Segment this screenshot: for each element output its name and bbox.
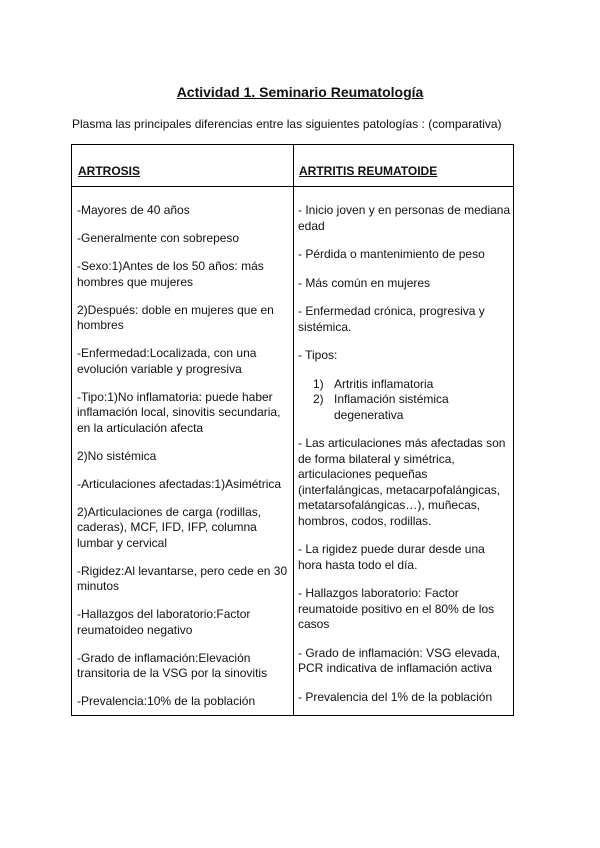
artrosis-item: -Mayores de 40 años [77, 203, 190, 217]
artritis-item: - Pérdida o mantenimiento de peso [298, 247, 485, 261]
artrosis-item: -Generalmente con sobrepeso [77, 231, 240, 245]
artritis-item: - Más común en mujeres [298, 275, 431, 290]
artritis-item: - Grado de inflamación: VSG elevada, PCR indicativa de inflamación activa [298, 645, 501, 675]
column-divider [293, 145, 294, 715]
artritis-column [298, 203, 511, 705]
header-artritis: ARTRITIS REUMATOIDE [299, 164, 438, 178]
artrosis-item: 2)No sistémica [77, 448, 157, 463]
artrosis-item: 2)Articulaciones de carga (rodillas, caderas), MCF, IFD, IFP, columna lumbar y cervical [77, 504, 262, 550]
artrosis-item: 2)Después: doble en mujeres que en hombres [77, 302, 274, 332]
artritis-item: - Inicio joven y en personas de mediana edad [298, 203, 511, 233]
artrosis-item: -Sexo:1)Antes de los 50 años: más hombres que mujeres [77, 259, 264, 289]
types-list [298, 377, 511, 424]
artrosis-item: -Grado de inflamación:Elevación transitoria de la VSG por la sinovitis [77, 650, 268, 680]
artrosis-column [77, 203, 289, 710]
artritis-item: - Las articulaciones más afectadas son de forma bilateral y simétrica, articulaciones pequeñas (interfalángicas, metacarpofalángicas, metatarsofalángicas…), muñecas, hombros, codos, rodillas. [298, 436, 506, 528]
artrosis-item: -Tipo:1)No inflamatoria: puede haber inflamación local, sinovitis secundaria, en la articulación afecta [77, 389, 281, 435]
artrosis-item: -Prevalencia:10% de la población [77, 694, 256, 708]
document-title: Actividad 1. Seminario Reumatología [176, 84, 424, 100]
artrosis-item: -Enfermedad:Localizada, con una evolución variable y progresiva [77, 346, 257, 376]
artritis-item: - La rigidez puede durar desde una hora hasta todo el día. [298, 542, 485, 572]
header-artrosis: ARTROSIS [78, 164, 141, 178]
types-list-item: 1) Artritis inflamatoria [313, 376, 434, 391]
types-list-item: 2) Inflamación sistémica degenerativa [313, 392, 449, 422]
artrosis-item: -Rigidez:Al levantarse, pero cede en 30 minutos [77, 563, 288, 593]
artrosis-item: -Articulaciones afectadas:1)Asimétrica [77, 476, 282, 491]
artritis-item: - Tipos: [298, 348, 338, 362]
intro-text: Plasma las principales diferencias entre las siguientes patologías : (comparativa) [72, 117, 502, 131]
artrosis-item: -Hallazgos del laboratorio:Factor reumatoideo negativo [77, 607, 251, 637]
artritis-item: - Prevalencia del 1% de la población [298, 689, 493, 704]
artritis-item: - Enfermedad crónica, progresiva y sistémica. [298, 304, 485, 334]
comparison-table [71, 144, 514, 716]
artritis-item: - Hallazgos laboratorio: Factor reumatoide positivo en el 80% de los casos [298, 586, 495, 631]
